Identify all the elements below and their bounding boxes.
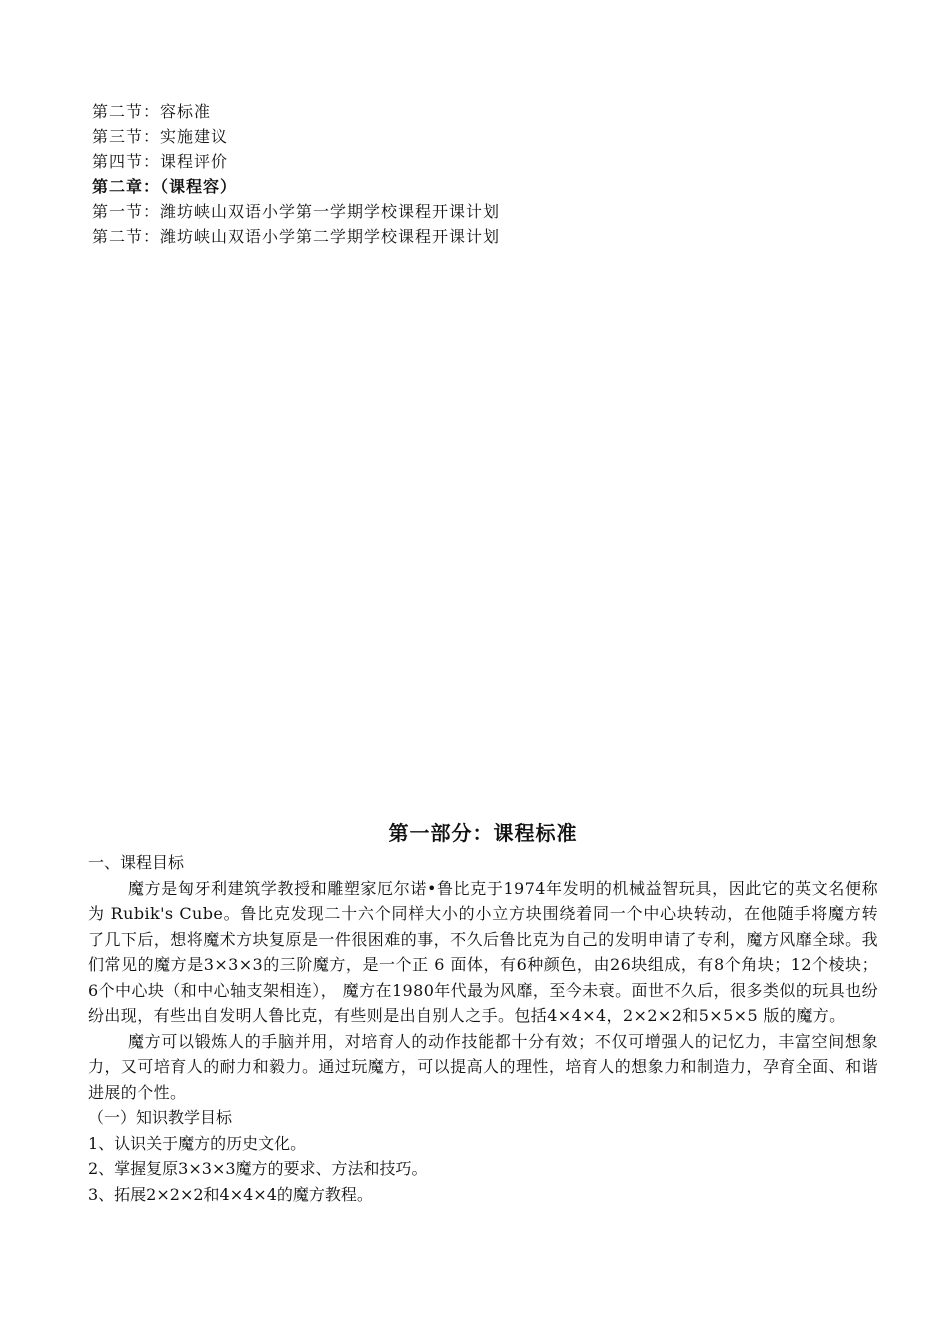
toc-chapter-2: 第二章：（课程容） — [92, 177, 238, 196]
goal-item-3: 3、拓展2×2×2和4×4×4的魔方教程。 — [88, 1184, 373, 1204]
section-heading-goals: 一、课程目标 — [88, 853, 185, 872]
toc-item-second-semester: 第二节：潍坊峡山双语小学第二学期学校课程开课计划 — [92, 227, 501, 246]
toc-item-implementation: 第三节：实施建议 — [92, 127, 229, 146]
part-one-section — [88, 818, 878, 1207]
goal-item-2: 2、掌握复原3×3×3魔方的要求、方法和技巧。 — [88, 1159, 428, 1178]
table-of-contents — [92, 99, 892, 249]
toc-item-content-standard: 第二节：容标准 — [92, 102, 212, 121]
subsection-heading-knowledge: （一）知识教学目标 — [88, 1108, 233, 1127]
toc-item-evaluation: 第四节：课程评价 — [92, 152, 229, 171]
part-title: 第一部分：课程标准 — [388, 821, 578, 845]
toc-item-first-semester: 第一节：潍坊峡山双语小学第一学期学校课程开课计划 — [92, 202, 501, 221]
paragraph-cube-history: 魔方是匈牙利建筑学教授和雕塑家厄尔诺•鲁比克于1974年发明的机械益智玩具，因此它的英文名便称为 Rubik's Cube。鲁比克发现二十六个同样大小的小立方块围绕着同一个中心块转动，在他随手将魔方转了几下后，想将魔术方块复原是一件很困难的事，不久后鲁比克为自己的发明申请了专利，魔方风靡全球。我们常见的魔方是3×3×3的三阶魔方，是一个正 6 面体，有6种颜色，由26块组成，有8个角块；12个棱块；6个中心块（和中心轴支架相连）， 魔方在1980年代最为风靡，至今未衰。面世不久后，很多类似的玩具也纷纷出现，有些出自发明人鲁比克，有些则是出自别人之手。包括4×4×4，2×2×2和5×5×5 版的魔方。 — [88, 878, 878, 1025]
paragraph-cube-benefits: 魔方可以锻炼人的手脑并用，对培育人的动作技能都十分有效；不仅可增强人的记忆力，丰富空间想象力，又可培育人的耐力和毅力。通过玩魔方，可以提高人的理性，培育人的想象力和制造力，孕育全面、和谐进展的个性。 — [88, 1031, 878, 1102]
goal-item-1: 1、认识关于魔方的历史文化。 — [88, 1133, 307, 1153]
